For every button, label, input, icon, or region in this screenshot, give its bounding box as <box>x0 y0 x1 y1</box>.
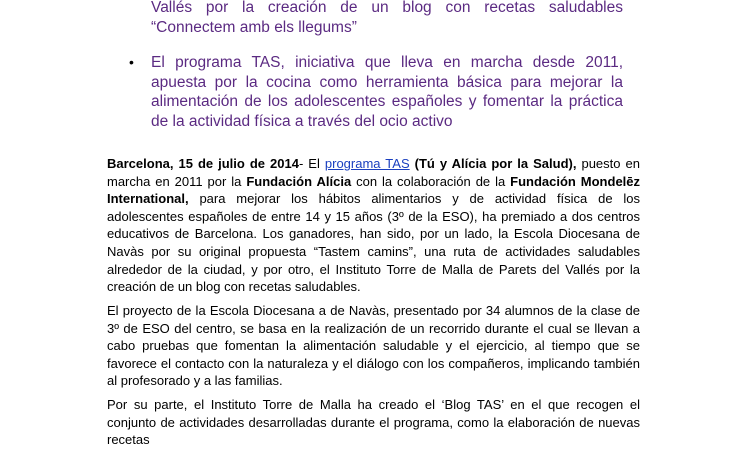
dateline-dash: - El <box>298 156 325 171</box>
programa-tas-link[interactable]: programa TAS <box>324 156 410 171</box>
org-fundacion-mondelez: Fundación Mondelēz International, <box>107 173 641 207</box>
program-full-name: (Tú y Alícia por la Salud), <box>414 156 577 171</box>
bullet-item-1-text: Vallés por la creación de un blog con recetas saludables “Connectem amb els llegums” <box>151 0 623 36</box>
intro-text-3: para mejorar los hábitos alimentarios y de actividad física de los adolescentes españoles de entre 14 y 15 años (3º de la ESO), ha premiado a dos centros educativos de Barcelona. Los ganadores, han sido, por un lado, la Escola Diocesana de Navàs por su original propuesta “Tastem camins”, una ruta de actividades saludables alrededor de la ciudad, y por otro, el Instituto Torre de Malla de Parets del Vallés por la creación de un blog con recetas saludables. <box>107 191 640 295</box>
dateline: Barcelona, 15 de julio de 2014 <box>107 156 299 171</box>
paragraph-intro <box>107 155 640 296</box>
bullet-item-2-text: El programa TAS, iniciativa que lleva en marcha desde 2011, apuesta por la cocina como herramienta básica para mejorar la alimentación de los adolescentes españoles y fomentar la práctica de la actividad física a través del ocio activo <box>151 54 623 130</box>
paragraph-instituto-torre: Por su parte, el Instituto Torre de Malla ha creado el ‘Blog TAS’ en el que recogen el conjunto de actividades desarrolladas durante el programa, como la elaboración de nuevas recetas <box>107 397 640 448</box>
intro-text-1: puesto en marcha en 2011 por la <box>107 156 640 189</box>
org-fundacion-alicia: Fundación Alícia <box>246 173 352 189</box>
intro-text-2: con la colaboración de la <box>351 173 511 189</box>
bullet-marker: • <box>129 54 134 70</box>
paragraph-escola-navas: El proyecto de la Escola Diocesana a de Navàs, presentado por 34 alumnos de la clase de 3º de ESO del centro, se basa en la realización de un recorrido durante el cual se llevan a cabo pruebas que fomentan la alimentación saludable y el ejercicio, al tiempo que se favorece el contacto con la naturaleza y el diálogo con los compañeros, implicando también al profesorado y a las familias. <box>107 303 640 389</box>
